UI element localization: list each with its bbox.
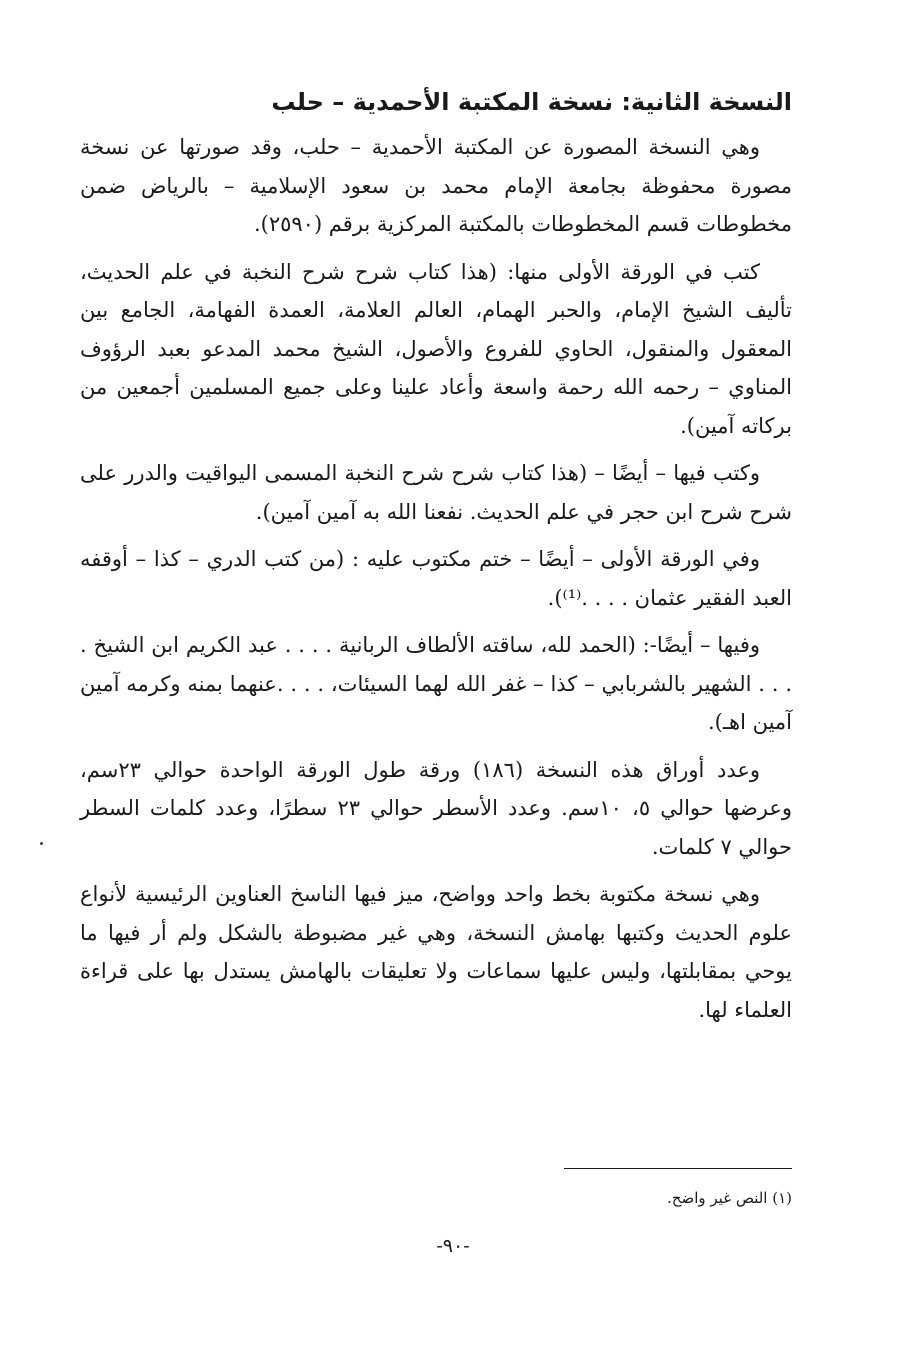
paragraph-2: كتب في الورقة الأولى منها: (هذا كتاب شرح شرح النخبة في علم الحديث، تأليف الشيخ الإمام، والحبر الهمام، العالم العلامة، العمدة الفهامة، الجامع بين المعقول والمنقول، الحاوي للفروع والأصول، الشيخ محمد المدعو بعبد الرؤوف المناوي – رحمه الله رحمة واسعة وأعاد علينا وعلى جميع المسلمين أجمعين من بركاته آمين). — [80, 259, 792, 438]
paragraph-5: وفيها – أيضًا-: (الحمد لله، ساقته الألطاف الربانية . . . . عبد الكريم ابن الشيخ . . . . الشهير بالشربابي – كذا – غفر الله لهما السيئات، . . . .عنهما بمنه وكرمه آمين آمين اهـ). — [80, 633, 792, 734]
page-body — [80, 70, 792, 1029]
footnote: (١) النص غير واضح. — [667, 1189, 792, 1207]
paragraph-6: وعدد أوراق هذه النسخة (١٨٦) ورقة طول الورقة الواحدة حوالي ٢٣سم، وعرضها حوالي ٥، ١٠سم. وعدد الأسطر حوالي ٢٣ سطرًا، وعدد كلمات السطر حوالي ٧ كلمات. — [80, 757, 793, 859]
page-number: -٩٠- — [436, 1235, 470, 1257]
paragraph-4: وفي الورقة الأولى – أيضًا – ختم مكتوب عليه : (من كتب الدري – كذا – أوقفه العبد الفقير عثمان . . . .⁽¹⁾). — [80, 547, 792, 610]
margin-speck — [40, 842, 43, 845]
section-heading: النسخة الثانية: نسخة المكتبة الأحمدية – حلب — [271, 88, 792, 116]
paragraph-7: وهي نسخة مكتوبة بخط واحد وواضح، ميز فيها الناسخ العناوين الرئيسية لأنواع علوم الحديث وكتبها بهامش النسخة، وهي غير مضبوطة بالشكل ولم أر فيها ما يوحي بمقابلتها، وليس عليها سماعات ولا تعليقات بالهامش يستدل بها على قراءة العلماء لها. — [80, 882, 792, 1022]
footnote-separator — [564, 1168, 792, 1169]
paragraph-3: وكتب فيها – أيضًا – (هذا كتاب شرح شرح النخبة المسمى اليواقيت والدرر على شرح شرح ابن حجر في علم الحديث. نفعنا الله به آمين آمين). — [80, 461, 792, 524]
paragraph-1: وهي النسخة المصورة عن المكتبة الأحمدية – حلب، وقد صورتها عن نسخة مصورة محفوظة بجامعة الإمام محمد بن سعود الإسلامية – بالرياض ضمن مخطوطات قسم المخطوطات بالمكتبة المركزية برقم (٢٥٩٠). — [80, 135, 792, 236]
